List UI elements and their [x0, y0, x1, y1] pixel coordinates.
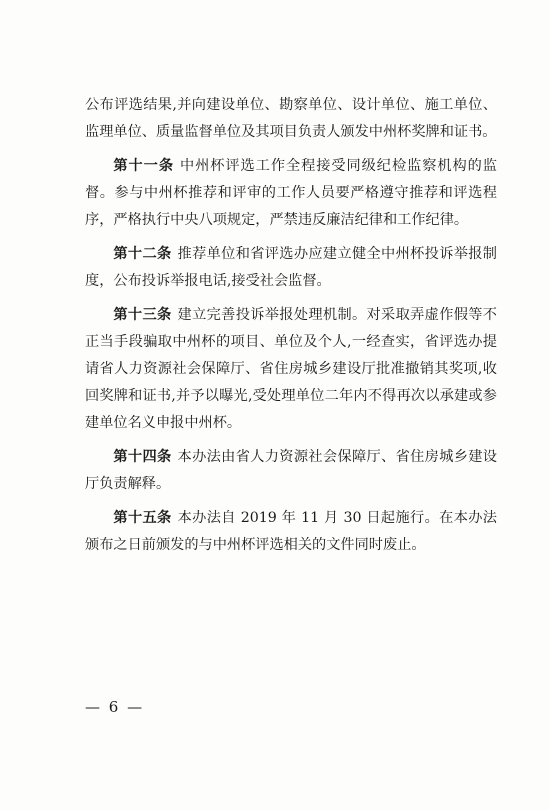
article-13	[85, 302, 497, 437]
article-label: 第十三条	[113, 307, 172, 323]
article-text: 推荐单位和省评选办应建立健全中州杯投诉举报制度，公布投诉举报电话,接受社会监督。	[85, 246, 497, 289]
article-text: 本办法由省人力资源社会保障厅、省住房城乡建设厅负责解释。	[85, 449, 497, 492]
page-number: — 6 —	[85, 698, 145, 716]
article-12	[85, 241, 497, 295]
article-text: 本办法自 2019 年 11 月 30 日起施行。在本办法颁布之日前颁发的与中州杯评选相关的文件同时废止。	[85, 510, 497, 553]
document-body	[85, 92, 497, 566]
article-11	[85, 153, 497, 234]
article-14	[85, 444, 497, 498]
article-label: 第十四条	[113, 449, 172, 465]
article-label: 第十一条	[113, 158, 174, 174]
article-15	[85, 505, 497, 559]
article-label: 第十五条	[113, 510, 172, 526]
article-label: 第十二条	[113, 246, 172, 262]
article-text: 建立完善投诉举报处理机制。对采取弄虚作假等不正当手段骗取中州杯的项目、单位及个人,一经查实，省评选办提请省人力资源社会保障厅、省住房城乡建设厅批准撤销其奖项,收回奖牌和证书,并予以曝光,受处理单位二年内不得再次以承建或参建单位名义申报中州杯。	[85, 307, 497, 431]
continuation-paragraph: 公布评选结果,并向建设单位、勘察单位、设计单位、施工单位、监理单位、质量监督单位及其项目负责人颁发中州杯奖牌和证书。	[85, 97, 497, 140]
article-text: 中州杯评选工作全程接受同级纪检监察机构的监督。参与中州杯推荐和评审的工作人员要严格遵守推荐和评选程序，严格执行中央八项规定，严禁违反廉洁纪律和工作纪律。	[85, 158, 497, 228]
